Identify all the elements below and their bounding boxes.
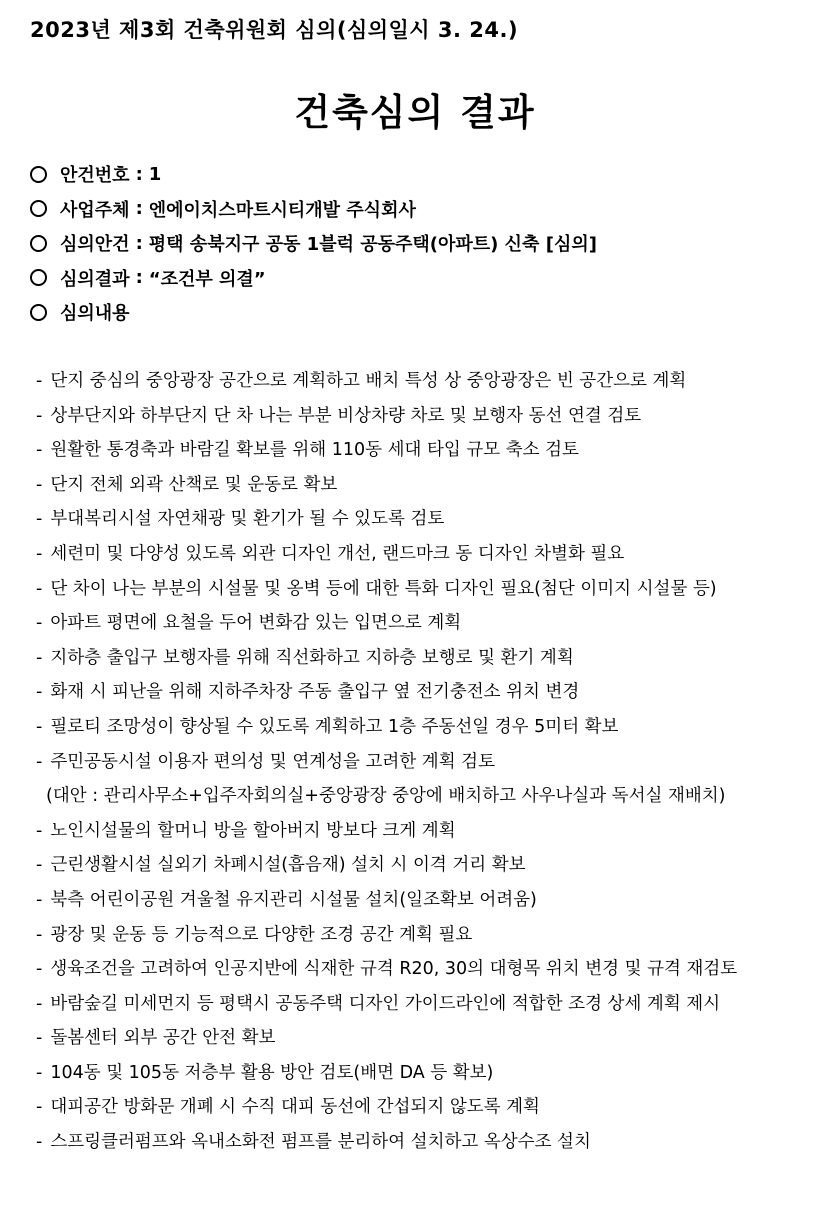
content-item [36, 468, 816, 503]
content-text: 광장 및 운동 등 기능적으로 다양한 조경 공간 계획 필요 [50, 924, 473, 945]
info-value: “조건부 의결” [148, 268, 266, 290]
dash-bullet-icon: - [36, 820, 43, 841]
content-item [36, 1021, 816, 1056]
dash-bullet-icon: - [36, 959, 43, 980]
content-text: 돌봄센터 외부 공간 안전 확보 [50, 1028, 276, 1049]
content-item [36, 502, 816, 537]
content-item [36, 883, 816, 918]
info-label: 심의결과 [60, 268, 130, 290]
content-text: 상부단지와 하부단지 단 차 나는 부분 비상차량 차로 및 보행자 동선 연결 검토 [50, 405, 642, 426]
content-text: 필로티 조망성이 향상될 수 있도록 계획하고 1층 주동선일 경우 5미터 확보 [50, 716, 619, 737]
dash-bullet-icon: - [36, 405, 43, 426]
circle-bullet-icon [30, 304, 47, 321]
content-text: 단지 전체 외곽 산책로 및 운동로 확보 [50, 474, 338, 495]
content-item [36, 641, 816, 676]
dash-bullet-icon: - [36, 751, 43, 772]
info-row [30, 157, 810, 192]
info-separator: : [135, 267, 143, 289]
circle-bullet-icon [30, 166, 47, 183]
content-text: (대안 : 관리사무소+입주자회의실+중앙광장 중앙에 배치하고 사우나실과 독서실 재배치) [46, 786, 726, 807]
dash-bullet-icon: - [36, 855, 43, 876]
info-label: 안건번호 [60, 165, 130, 187]
content-text: 원활한 통경축과 바람길 확보를 위해 110동 세대 타입 규모 축소 검토 [50, 440, 579, 461]
info-label: 심의내용 [60, 303, 130, 325]
content-item [36, 710, 816, 745]
dash-bullet-icon: - [36, 543, 43, 564]
content-text: 지하층 출입구 보행자를 위해 직선화하고 지하층 보행로 및 환기 계획 [50, 647, 574, 668]
content-text: 근린생활시설 실외기 차폐시설(흡음재) 설치 시 이격 거리 확보 [50, 855, 526, 876]
content-item [36, 537, 816, 572]
circle-bullet-icon [30, 269, 47, 286]
meeting-header: 2023년 제3회 건축위원회 심의(심의일시 3. 24.) [30, 18, 519, 42]
dash-bullet-icon: - [36, 1028, 43, 1049]
content-item [36, 987, 816, 1022]
content-item [36, 364, 816, 399]
dash-bullet-icon: - [36, 613, 43, 634]
circle-bullet-icon [30, 200, 47, 217]
info-value: 1 [148, 163, 162, 185]
content-text: 부대복리시설 자연채광 및 환기가 될 수 있도록 검토 [50, 509, 445, 530]
dash-bullet-icon: - [36, 509, 43, 530]
info-row [30, 261, 810, 296]
dash-bullet-icon: - [36, 440, 43, 461]
info-label: 사업주체 [60, 199, 130, 221]
review-content-list [36, 364, 816, 1160]
content-item [36, 572, 816, 607]
content-item [36, 606, 816, 641]
circle-bullet-icon [30, 235, 47, 252]
content-item [36, 918, 816, 953]
content-text: 북측 어린이공원 겨울철 유지관리 시설물 설치(일조확보 어려움) [50, 889, 537, 910]
content-text: 생육조건을 고려하여 인공지반에 식재한 규격 R20, 30의 대형목 위치 변경 및 규격 재검토 [50, 959, 738, 980]
info-label: 심의안건 [60, 234, 130, 256]
info-separator: : [135, 232, 143, 254]
info-separator: : [135, 198, 143, 220]
content-item [36, 848, 816, 883]
content-text: 세련미 및 다양성 있도록 외관 디자인 개선, 랜드마크 동 디자인 차별화 필요 [50, 543, 625, 564]
info-row [30, 226, 810, 261]
dash-bullet-icon: - [36, 716, 43, 737]
content-text: 노인시설물의 할머니 방을 할아버지 방보다 크게 계획 [50, 820, 456, 841]
info-value: 평택 송북지구 공동 1블럭 공동주택(아파트) 신축 [심의] [148, 234, 597, 256]
dash-bullet-icon: - [36, 1097, 43, 1118]
document-title: 건축심의 결과 [294, 91, 536, 134]
dash-bullet-icon: - [36, 371, 43, 391]
content-text: 대피공간 방화문 개폐 시 수직 대피 동선에 간섭되지 않도록 계획 [50, 1097, 540, 1118]
dash-bullet-icon: - [36, 578, 43, 599]
content-item [36, 675, 816, 710]
info-list [30, 157, 810, 330]
content-note [36, 779, 816, 814]
dash-bullet-icon: - [36, 474, 43, 495]
content-text: 주민공동시설 이용자 편의성 및 연계성을 고려한 계획 검토 [50, 751, 495, 772]
content-text: 단지 중심의 중앙광장 공간으로 계획하고 배치 특성 상 중앙광장은 빈 공간으로 계획 [50, 371, 687, 391]
dash-bullet-icon: - [36, 924, 43, 945]
content-item [36, 399, 816, 434]
content-text: 아파트 평면에 요철을 두어 변화감 있는 입면으로 계획 [50, 613, 462, 634]
dash-bullet-icon: - [36, 889, 43, 910]
content-item [36, 1056, 816, 1091]
dash-bullet-icon: - [36, 1132, 43, 1153]
info-row [30, 295, 810, 330]
content-text: 104동 및 105동 저층부 활용 방안 검토(배면 DA 등 확보) [50, 1062, 494, 1083]
content-text: 바람숲길 미세먼지 등 평택시 공동주택 디자인 가이드라인에 적합한 조경 상세 계획 제시 [50, 993, 721, 1014]
info-row [30, 192, 810, 227]
content-item [36, 814, 816, 849]
dash-bullet-icon: - [36, 647, 43, 668]
dash-bullet-icon: - [36, 1062, 43, 1083]
content-item [36, 1090, 816, 1125]
content-text: 단 차이 나는 부분의 시설물 및 옹벽 등에 대한 특화 디자인 필요(첨단 이미지 시설물 등) [50, 578, 717, 599]
dash-bullet-icon: - [36, 993, 43, 1014]
content-item [36, 952, 816, 987]
dash-bullet-icon: - [36, 682, 43, 703]
content-item [36, 433, 816, 468]
content-item [36, 745, 816, 780]
info-value: 엔에이치스마트시티개발 주식회사 [148, 199, 416, 221]
content-text: 스프링클러펌프와 옥내소화전 펌프를 분리하여 설치하고 옥상수조 설치 [50, 1132, 591, 1153]
content-text: 화재 시 피난을 위해 지하주차장 주동 출입구 옆 전기충전소 위치 변경 [50, 682, 580, 703]
info-separator: : [135, 163, 143, 185]
content-item [36, 1125, 816, 1160]
